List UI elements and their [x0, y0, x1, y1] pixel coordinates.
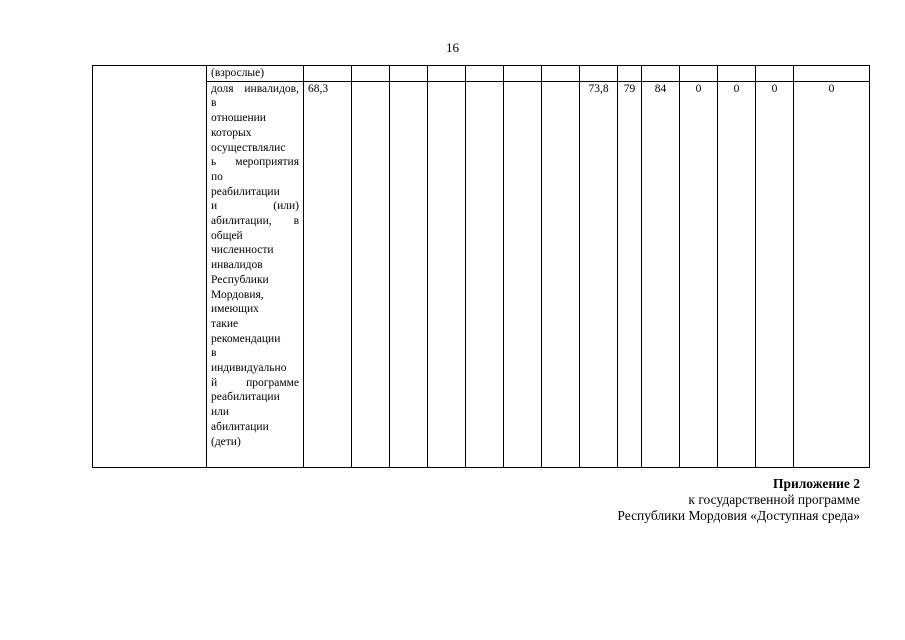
table-cell-value: [542, 81, 580, 467]
description-line: доля инвалидов, в: [211, 82, 299, 110]
table-cell-value: 0: [680, 81, 718, 467]
table-cell-value: 0: [794, 81, 870, 467]
table-cell-value: 84: [642, 81, 680, 467]
table-cell: [580, 66, 618, 82]
table-cell: [756, 66, 794, 82]
table-cell: [504, 66, 542, 82]
description-line: общей: [211, 229, 243, 242]
table-cell: [542, 66, 580, 82]
description-line: индивидуально: [211, 362, 287, 375]
table-cell-value: [390, 81, 428, 467]
description-line: абилитации: [211, 420, 269, 433]
description-line: которых: [211, 126, 252, 139]
table-row-top: [93, 66, 870, 82]
table-cell: [642, 66, 680, 82]
table-cell: [428, 66, 466, 82]
table-row-main: [93, 81, 870, 467]
table-cell: [618, 66, 642, 82]
description-line: по: [211, 170, 223, 183]
table-cell: [304, 66, 352, 82]
description-line: осуществлялис: [211, 141, 286, 154]
description-line: отношении: [211, 112, 266, 125]
indicator-description: [207, 81, 304, 467]
table-cell-value: 68,3: [304, 81, 352, 467]
table-cell: [352, 66, 390, 82]
indicators-table: [92, 65, 870, 468]
table-cell-value: [428, 81, 466, 467]
table-cell-empty-first: [93, 66, 207, 468]
table-cell-value: 73,8: [580, 81, 618, 467]
table-cell-value: [504, 81, 542, 467]
table-cell-value: 79: [618, 81, 642, 467]
appendix-title: Приложение 2: [772, 476, 860, 491]
appendix-heading: [617, 476, 860, 524]
appendix-line-2: Республики Мордовия «Доступная среда»: [617, 508, 860, 523]
page-number: 16: [446, 40, 459, 55]
description-line: (дети): [211, 435, 241, 448]
table-cell-category: (взрослые): [207, 66, 304, 82]
description-line: в: [211, 347, 217, 360]
description-line: й программе: [211, 376, 299, 389]
description-line: или: [211, 406, 230, 419]
table-cell: [794, 66, 870, 82]
description-line: абилитации, в: [211, 215, 299, 228]
table-cell: [718, 66, 756, 82]
table-cell-value: 0: [756, 81, 794, 467]
table-cell-value: [466, 81, 504, 467]
table-cell-value: [352, 81, 390, 467]
description-line: реабилитации: [211, 391, 280, 404]
description-line: реабилитации: [211, 185, 280, 198]
table-cell: [680, 66, 718, 82]
description-line: Мордовия,: [211, 288, 264, 301]
table-cell: [466, 66, 504, 82]
appendix-line-1: к государственной программе: [688, 492, 860, 507]
description-line: такие: [211, 317, 239, 330]
description-line: и (или): [211, 200, 299, 213]
description-line: ь мероприятия: [211, 156, 299, 169]
description-line: численности: [211, 244, 274, 257]
table-cell-value: 0: [718, 81, 756, 467]
description-line: имеющих: [211, 303, 259, 316]
description-line: Республики: [211, 273, 269, 286]
description-line: рекомендации: [211, 332, 281, 345]
description-line: инвалидов: [211, 259, 263, 272]
table-cell: [390, 66, 428, 82]
